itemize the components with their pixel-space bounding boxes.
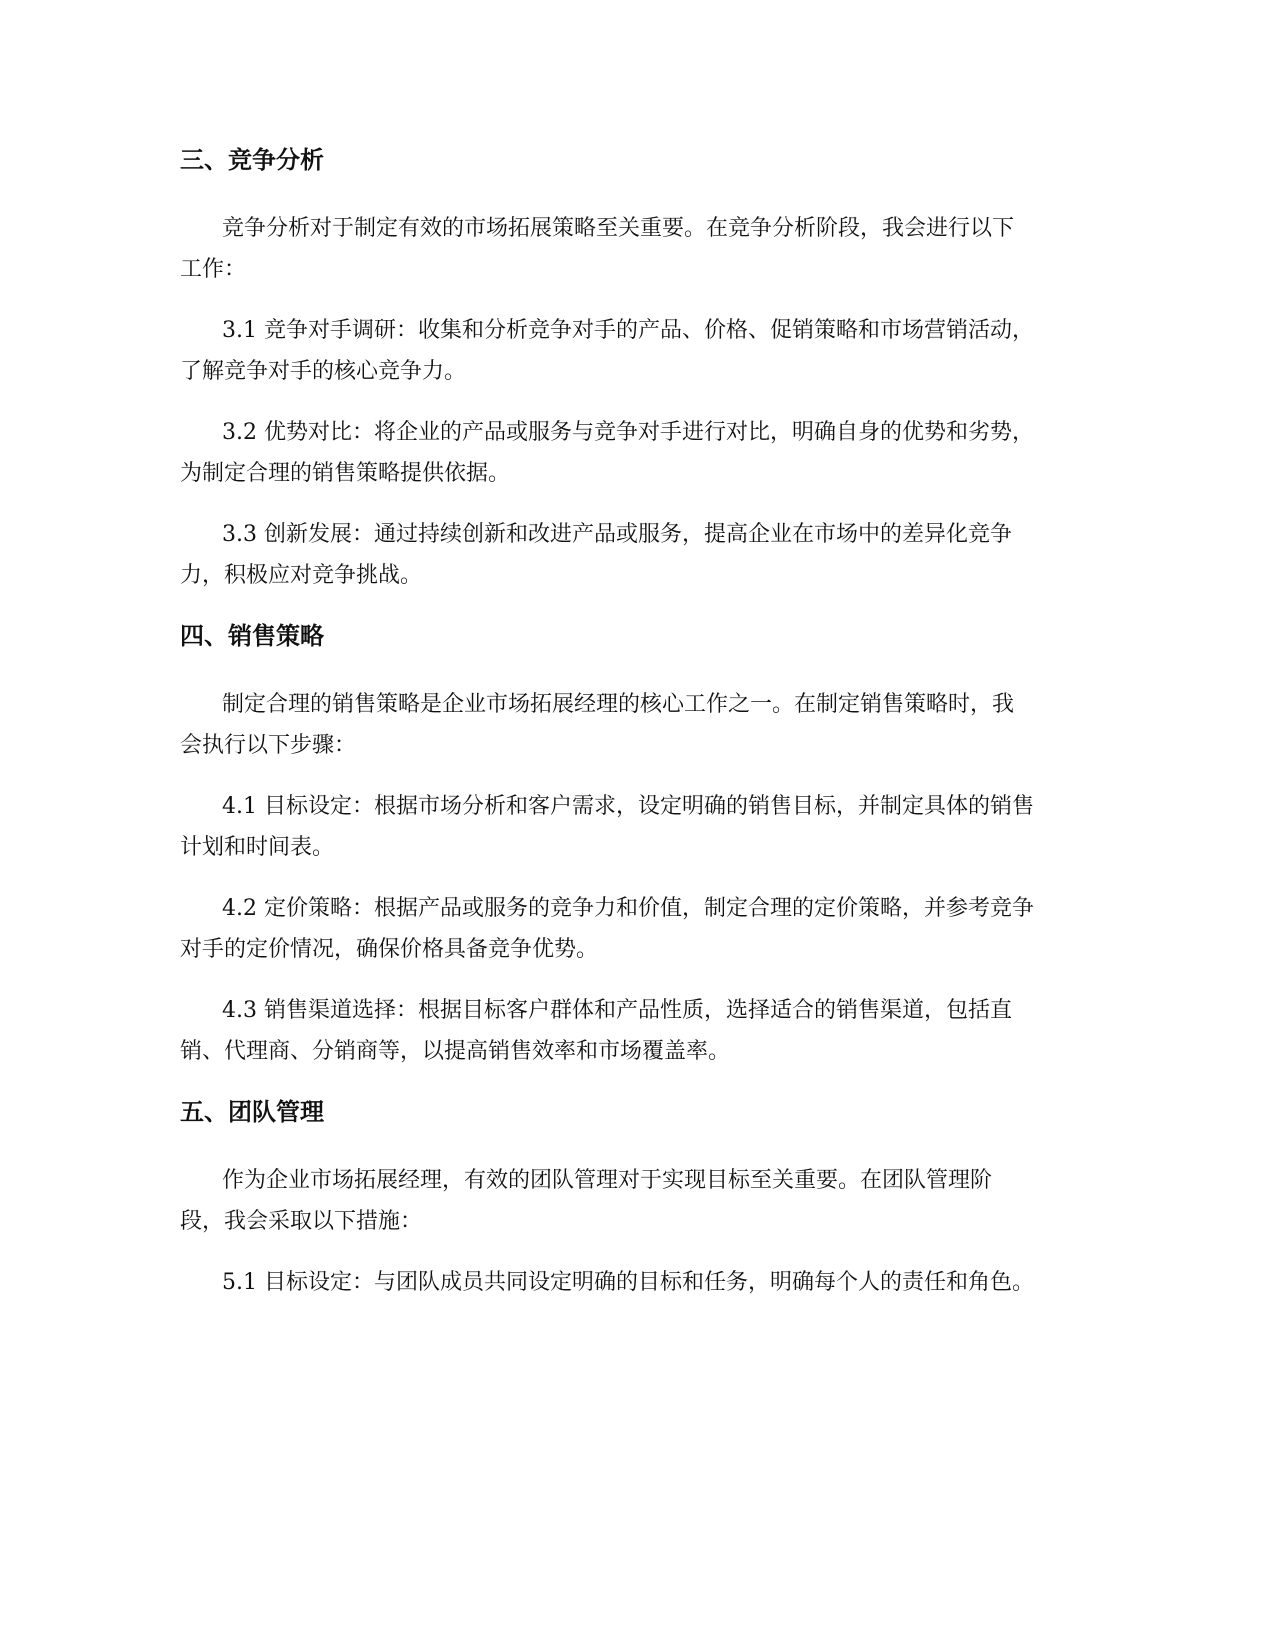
paragraph: 4.3 销售渠道选择：根据目标客户群体和产品性质，选择适合的销售渠道，包括直销、代理商、分销商等，以提高销售效率和市场覆盖率。 (180, 998, 1012, 1064)
paragraph: 3.2 优势对比：将企业的产品或服务与竞争对手进行对比，明确自身的优势和劣势，为制定合理的销售策略提供依据。 (180, 420, 1034, 486)
section-competition-analysis (180, 140, 1035, 596)
paragraph: 3.3 创新发展：通过持续创新和改进产品或服务，提高企业在市场中的差异化竞争力，积极应对竞争挑战。 (180, 522, 1012, 588)
paragraph: 5.1 目标设定：与团队成员共同设定明确的目标和任务，明确每个人的责任和角色。 (222, 1270, 1034, 1295)
paragraph: 4.2 定价策略：根据产品或服务的竞争力和价值，制定合理的定价策略，并参考竞争对手的定价情况，确保价格具备竞争优势。 (180, 896, 1034, 962)
document-body (180, 140, 1035, 1323)
section-heading: 四、销售策略 (180, 622, 324, 650)
paragraph: 制定合理的销售策略是企业市场拓展经理的核心工作之一。在制定销售策略时，我会执行以下步骤： (180, 692, 1015, 758)
section-team-management (180, 1092, 1035, 1303)
section-heading: 五、团队管理 (180, 1098, 324, 1126)
paragraph: 竞争分析对于制定有效的市场拓展策略至关重要。在竞争分析阶段，我会进行以下工作： (180, 216, 1015, 282)
paragraph: 3.1 竞争对手调研：收集和分析竞争对手的产品、价格、促销策略和市场营销活动，了解竞争对手的核心竞争力。 (180, 318, 1034, 384)
section-sales-strategy (180, 616, 1035, 1072)
section-heading: 三、竞争分析 (180, 146, 324, 174)
paragraph: 4.1 目标设定：根据市场分析和客户需求，设定明确的销售目标，并制定具体的销售计划和时间表。 (180, 794, 1034, 860)
paragraph: 作为企业市场拓展经理，有效的团队管理对于实现目标至关重要。在团队管理阶段，我会采取以下措施： (180, 1168, 993, 1234)
